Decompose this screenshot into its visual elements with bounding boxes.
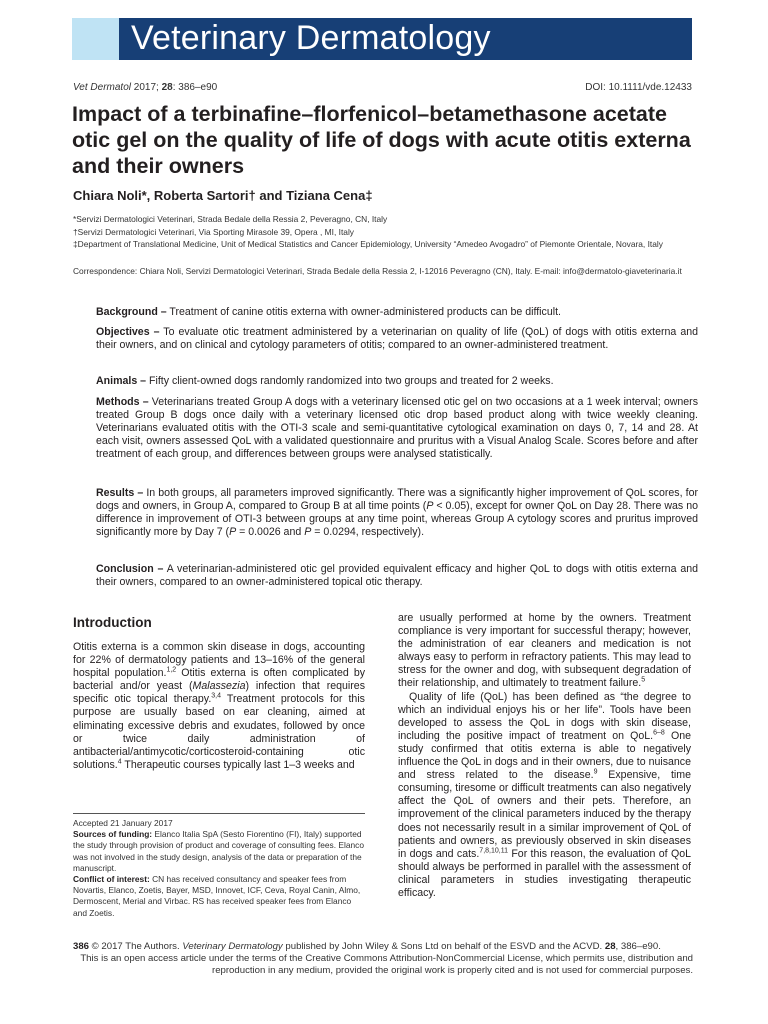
citation-year: 2017;: [130, 82, 162, 93]
page-number: 386: [73, 941, 90, 952]
abstract-animals-text: Fifty client-owned dogs randomly randomized into two groups and treated for 2 weeks.: [146, 375, 554, 387]
abstract-objectives-label: Objectives –: [96, 326, 160, 338]
reference-superscript[interactable]: 6–8: [653, 729, 665, 737]
conflict-note: [73, 874, 365, 919]
footnote-divider: [73, 813, 365, 814]
abstract-animals: [96, 375, 698, 388]
citation-volume: 28: [161, 82, 173, 93]
body-text: are usually performed at home by the owners. Treatment compliance is very important for successful therapy; however, the administration of ear cleaners and medication is not always easy to perform in refractory patients. This may lead to stress for the owner and dog, with subsequent degradation of their relationship, and ultimately to treatment failure.: [398, 612, 691, 690]
doi[interactable]: DOI: 10.1111/vde.12433: [585, 82, 692, 93]
abstract-results-text-c: = 0.0026 and: [236, 526, 305, 538]
footnotes: [73, 818, 365, 919]
copyright-journal: Veterinary Dermatology: [182, 941, 283, 952]
reference-superscript[interactable]: 4: [117, 758, 122, 766]
body-text: Therapeutic courses typically last 1–3 weeks and: [121, 758, 355, 771]
body-text: One study confirmed that otitis externa is able to negatively influence the QoL in dogs and in their owners, due to nuisance and stress related to the disease.: [398, 729, 691, 782]
abstract-background: [96, 306, 698, 319]
introduction-heading: Introduction: [73, 615, 152, 630]
affiliation-2: †Servizi Dermatologici Veterinari, Via Sporting Mirasole 39, Opera , MI, Italy: [73, 227, 354, 237]
page-footer: [73, 941, 693, 978]
reference-superscript[interactable]: 1,2: [166, 666, 177, 674]
body-text: Treatment protocols for this purpose are usually based on ear cleaning, aimed at eliminating excessive debris and exudates, followed by once or twice daily administration of antibacterial/antimycotic/corticosteroid-containing otic solutions.: [73, 693, 365, 771]
body-right-column: [398, 612, 691, 900]
reference-superscript[interactable]: 3,4: [211, 692, 221, 700]
reference-superscript[interactable]: 7,8,10,11: [479, 847, 508, 855]
citation-journal: Vet Dermatol: [73, 82, 131, 93]
copyright-volume: 28: [604, 941, 616, 952]
article-title: Impact of a terbinafine–florfenicol–betamethasone acetate otic gel on the quality of life of dogs with acute otitis externa and their owners: [72, 102, 691, 178]
conflict-label: Conflict of interest:: [73, 874, 150, 885]
abstract-results-text-a: In both groups, all parameters improved significantly. There was a significantly higher improvement of QoL scores, for dogs and owners, in Group A, compared to Group B at all time points (: [96, 487, 698, 512]
accepted-date: Accepted 21 January 2017: [73, 818, 173, 828]
journal-banner: [119, 18, 692, 60]
intro-paragraph-1: [73, 641, 365, 772]
abstract-results-label: Results –: [96, 487, 144, 499]
intro-paragraph-2: [398, 691, 691, 901]
copyright-line: [73, 941, 693, 953]
species-name: Malassezia: [192, 680, 246, 693]
funding-label: Sources of funding:: [73, 829, 153, 840]
body-text: ) infection that requires specific otic topical therapy.: [73, 680, 365, 706]
copyright-text: published by John Wiley & Sons Ltd on behalf of the ESVD and the ACVD.: [282, 941, 605, 952]
affiliation-1: *Servizi Dermatologici Veterinari, Strada Bedale della Ressia 2, Peveragno, CN, Italy: [73, 214, 388, 224]
p-symbol: P: [304, 526, 312, 538]
abstract-background-text: Treatment of canine otitis externa with owner-administered products can be difficult.: [166, 306, 561, 318]
abstract-results-text-d: = 0.0294, respectively).: [311, 526, 425, 538]
abstract-background-label: Background –: [96, 306, 167, 318]
affiliation-3: ‡Department of Translational Medicine, Unit of Medical Statistics and Cancer Epidemiology, University “Amedeo Avogadro” of Piemonte Orientale, Novara, Italy: [73, 239, 663, 249]
abstract-objectives: [96, 326, 698, 352]
abstract-objectives-text: To evaluate otic treatment administered by a veterinarian on quality of life (QoL) of dogs with otitis externa and their owners, and on clinical and cytology parameters of otitis; compared to an owner-administered treatment.: [96, 326, 698, 351]
journal-name: Veterinary Dermatology: [131, 19, 491, 57]
abstract-methods-label: Methods –: [96, 396, 149, 408]
banner-accent-block: [72, 18, 119, 60]
funding-text: Elanco Italia SpA (Sesto Fiorentino (FI), Italy) supported the study through provision of product and coverage of consulting fees. Elanco was not involved in the study design, analysis of the data or preparation of the manuscript.: [73, 829, 364, 873]
reference-superscript[interactable]: 9: [593, 768, 598, 776]
intro-paragraph-1-continued: [398, 612, 691, 691]
p-symbol: P: [229, 526, 237, 538]
p-symbol: P: [426, 500, 434, 512]
body-text: Expensive, time consuming, tiresome or difficult treatments can also negatively affect the QoL of owners and their pets. Therefore, an improvement of the clinical parameters induced by the therapy does not necessarily result in a similar improvement of QoL of patients and owners, as previously observed in skin diseases in dogs and cats.: [398, 769, 691, 860]
abstract-results: [96, 487, 698, 539]
reference-superscript[interactable]: 5: [641, 676, 646, 684]
license-text: This is an open access article under the terms of the Creative Commons Attribution-NonCommercial License, which permits use, distribution and reproduction in any medium, provided the original work is properly cited and is not used for commercial purposes.: [80, 953, 693, 977]
conflict-text: CN has received consultancy and speaker fees from Novartis, Elanco, Zoetis, Bayer, MSD, Innovet, ICF, Ceva, Royal Canin, Almo, Dermoscent, Merial and Virbac. RS has received speaker fees from Elanco and Zoetis.: [73, 874, 361, 918]
abstract-conclusion-text: A veterinarian-administered otic gel provided equivalent efficacy and higher QoL to dogs with otitis externa and their owners, compared to an owner-administered topical otic therapy.: [96, 563, 698, 588]
abstract-animals-label: Animals –: [96, 375, 147, 387]
citation-pages: : 386–e90: [172, 82, 218, 93]
correspondence: Correspondence: Chiara Noli, Servizi Dermatologici Veterinari, Strada Bedale della Ressia 2, I-12016 Peveragno (CN), Italy. E-mail: info@dermatolo-giaveterinaria.it: [73, 266, 682, 276]
citation: [73, 82, 217, 93]
abstract-conclusion: [96, 563, 698, 589]
body-text: Otitis externa is often complicated by bacterial and/or yeast (: [73, 667, 366, 693]
abstract-conclusion-label: Conclusion –: [96, 563, 164, 575]
funding-note: [73, 829, 365, 874]
body-text: For this reason, the evaluation of QoL should always be performed in parallel with the assessment of clinical parameters in studies investigating therapeutic efficacy.: [398, 847, 691, 899]
abstract-methods: [96, 396, 698, 461]
copyright-text: © 2017 The Authors.: [89, 941, 183, 952]
abstract-methods-text: Veterinarians treated Group A dogs with a veterinary licensed otic gel on two occasions at a 1 week interval; owners treated Group B dogs once daily with a veterinary licensed otic drop based product along with twice weekly cleaning. Veterinarians evaluated otitis with the OTI-3 scale and semi-quantitative cytological examination on days 0, 7, 14 and 28. At each visit, owners assessed QoL with a validated questionnaire and pruritus with a Visual Analog Scale. Scores before and after treatment of each group, and differences between groups were analysed statistically.: [96, 396, 698, 460]
body-left-column: [73, 641, 365, 772]
body-text: Otitis externa is a common skin disease in dogs, accounting for 22% of dermatology patients and 13–16% of the general hospital population.: [73, 641, 365, 680]
body-text: Quality of life (QoL) has been defined as “the degree to which an individual enjoys his or her life”. Tools have been developed to assess the QoL in dogs with skin disease, including the positive impact of treatment on QoL.: [398, 690, 691, 742]
authors: Chiara Noli*, Roberta Sartori† and Tiziana Cena‡: [73, 188, 373, 203]
abstract-results-text-b: < 0.05), except for owner QoL on Day 28. There was no difference in improvement of OTI-3 between groups at any time point, whereas Group A cytology scores and pruritus improved significantly more by Day 7 (: [96, 500, 698, 538]
copyright-text: , 386–e90.: [615, 941, 661, 952]
